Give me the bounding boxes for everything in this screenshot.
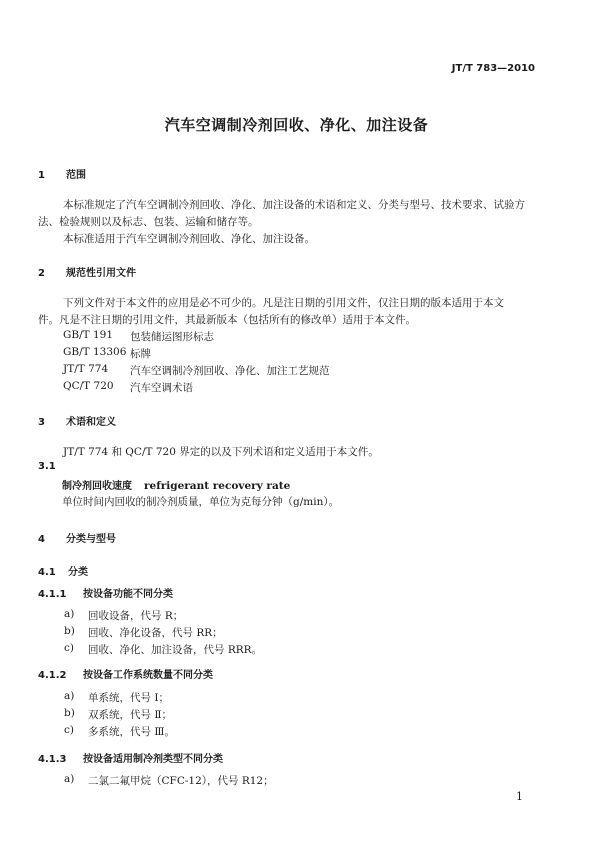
section-number: 3 bbox=[38, 417, 45, 428]
section-title: 按设备工作系统数量不同分类 bbox=[83, 670, 213, 681]
list-item: 回收、净化、加注设备，代号 RRR。 bbox=[88, 644, 263, 656]
section-title: 按设备功能不同分类 bbox=[83, 589, 173, 600]
list-item: 多系统，代号 Ⅲ。 bbox=[88, 726, 175, 738]
list-marker: c) bbox=[64, 642, 74, 654]
section-4-heading bbox=[38, 530, 116, 545]
list-item: 单系统，代号 Ⅰ； bbox=[88, 692, 169, 704]
paragraph: 法、检验规则以及标志、包装、运输和储存等。 bbox=[38, 216, 259, 228]
list-item: 二氯二氟甲烷（CFC-12），代号 R12； bbox=[88, 775, 274, 787]
term-chinese: 制冷剂回收速度 bbox=[62, 481, 132, 492]
term-english: refrigerant recovery rate bbox=[144, 480, 291, 492]
section-title: 分类与型号 bbox=[66, 534, 116, 545]
reference-code: GB/T 13306 bbox=[63, 346, 127, 358]
reference-title: 标牌 bbox=[130, 348, 151, 360]
list-marker: a) bbox=[64, 608, 75, 620]
list-item: 回收、净化设备，代号 RR； bbox=[88, 627, 223, 639]
reference-code: GB/T 191 bbox=[63, 329, 114, 341]
section-title: 术语和定义 bbox=[66, 417, 116, 428]
term-entry bbox=[62, 477, 290, 492]
section-number: 4.1.2 bbox=[38, 670, 67, 681]
reference-title: 汽车空调制冷剂回收、净化、加注工艺规范 bbox=[130, 365, 330, 377]
subsection-4-1-heading bbox=[38, 563, 88, 578]
subsection-4-1-3-heading bbox=[38, 750, 223, 765]
section-number: 4.1 bbox=[38, 567, 56, 578]
reference-title: 包装储运图形标志 bbox=[130, 331, 214, 343]
paragraph: 下列文件对于本文件的应用是必不可少的。凡是注日期的引用文件，仅注日期的版本适用于本文 bbox=[63, 297, 504, 309]
section-2-heading bbox=[38, 264, 136, 279]
reference-code: QC/T 720 bbox=[63, 380, 114, 392]
reference-title: 汽车空调术语 bbox=[130, 382, 193, 394]
section-number: 1 bbox=[38, 170, 45, 181]
section-number: 4.1.3 bbox=[38, 754, 67, 765]
standard-code: JT/T 783—2010 bbox=[451, 63, 535, 74]
section-title: 按设备适用制冷剂类型不同分类 bbox=[83, 754, 223, 765]
paragraph: JT/T 774 和 QC/T 720 界定的以及下列术语和定义适用于本文件。 bbox=[63, 446, 379, 458]
section-title: 规范性引用文件 bbox=[66, 268, 136, 279]
section-number: 4 bbox=[38, 534, 45, 545]
section-number: 2 bbox=[38, 268, 45, 279]
paragraph: 本标准适用于汽车空调制冷剂回收、净化、加注设备。 bbox=[63, 233, 315, 245]
paragraph: 本标准规定了汽车空调制冷剂回收、净化、加注设备的术语和定义、分类与型号、技术要求、试验方 bbox=[63, 199, 525, 211]
list-marker: c) bbox=[64, 724, 74, 736]
list-item: 回收设备，代号 R； bbox=[88, 610, 184, 622]
section-title: 范围 bbox=[66, 170, 86, 181]
term-definition: 单位时间内回收的制冷剂质量，单位为克每分钟（g/min）。 bbox=[62, 496, 340, 508]
list-marker: a) bbox=[64, 690, 75, 702]
list-item: 双系统，代号 Ⅱ； bbox=[88, 709, 172, 721]
page-number: 1 bbox=[516, 790, 523, 803]
document-title: 汽车空调制冷剂回收、净化、加注设备 bbox=[164, 116, 429, 134]
list-marker: b) bbox=[64, 707, 75, 719]
subsection-4-1-1-heading bbox=[38, 585, 173, 600]
list-marker: b) bbox=[64, 625, 75, 637]
section-3-heading bbox=[38, 413, 116, 428]
list-marker: a) bbox=[64, 773, 75, 785]
subsection-number: 3.1 bbox=[38, 461, 56, 472]
section-1-heading bbox=[38, 166, 86, 181]
subsection-4-1-2-heading bbox=[38, 666, 213, 681]
section-title: 分类 bbox=[68, 567, 88, 578]
paragraph: 件。凡是不注日期的引用文件，其最新版本（包括所有的修改单）适用于本文件。 bbox=[38, 314, 416, 326]
reference-code: JT/T 774 bbox=[63, 363, 109, 375]
section-number: 4.1.1 bbox=[38, 589, 67, 600]
